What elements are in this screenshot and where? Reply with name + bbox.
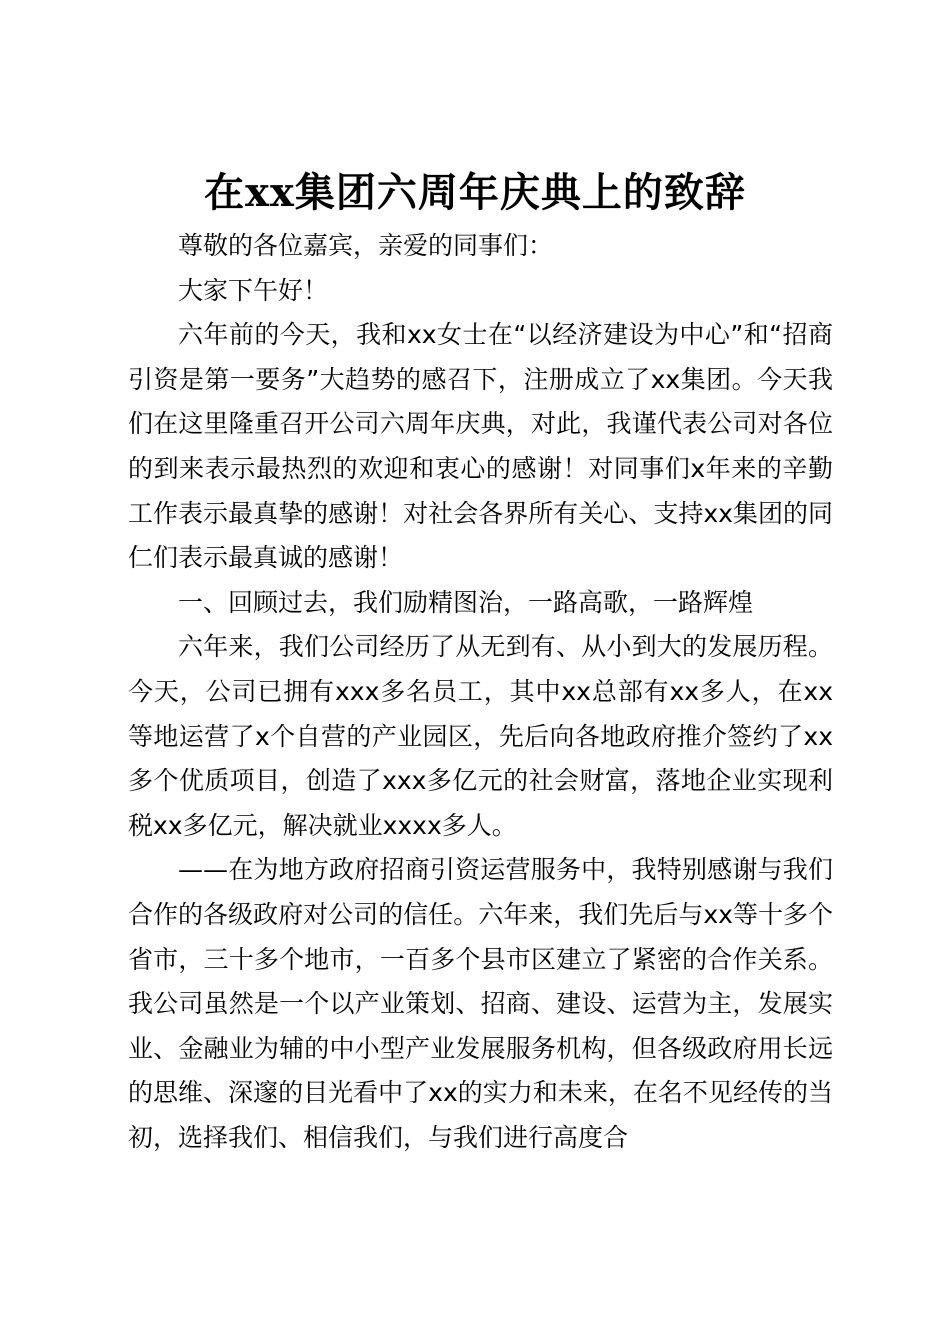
greeting-paragraph: 大家下午好！ bbox=[178, 275, 329, 305]
government-cooperation-paragraph: ——在为地方政府招商引资运营服务中，我特别感谢与我们合作的各级政府对公司的信任。六年来，我们先后与xx等十多个省市，三十多个地市，一百多个县市区建立了紧密的合作关系。我公司虽然是一个以产业策划、招商、建设、运营为主，发展实业、金融业为辅的中小型产业发展服务机构，但各级政府用长远的思维、深邃的目光看中了xx的实力和未来，在名不见经传的当初，选择我们、相信我们，与我们进行高度合 bbox=[128, 855, 833, 1152]
section-heading-review: 一、回顾过去，我们励精图治，一路高歌，一路辉煌 bbox=[178, 587, 754, 617]
salutation-paragraph: 尊敬的各位嘉宾，亲爱的同事们： bbox=[178, 231, 554, 260]
document-body bbox=[128, 224, 833, 1160]
document-title: 在xx集团六周年庆典上的致辞 bbox=[204, 169, 746, 216]
achievements-paragraph: 六年来，我们公司经历了从无到有、从小到大的发展历程。今天，公司已拥有xxx多名员工，其中xx总部有xx多人，在xx等地运营了x个自营的产业园区，先后向各地政府推介签约了xx多个优质项目，创造了xxx多亿元的社会财富，落地企业实现利税xx多亿元，解决就业xxxx多人。 bbox=[128, 632, 833, 840]
opening-paragraph: 六年前的今天，我和xx女士在“以经济建设为中心”和“招商引资是第一要务”大趋势的感召下，注册成立了xx集团。今天我们在这里隆重召开公司六周年庆典，对此，我谨代表公司对各位的到来表示最热烈的欢迎和衷心的感谢！对同事们x年来的辛勤工作表示最真挚的感谢！对社会各界所有关心、支持xx集团的同仁们表示最真诚的感谢！ bbox=[128, 320, 833, 573]
